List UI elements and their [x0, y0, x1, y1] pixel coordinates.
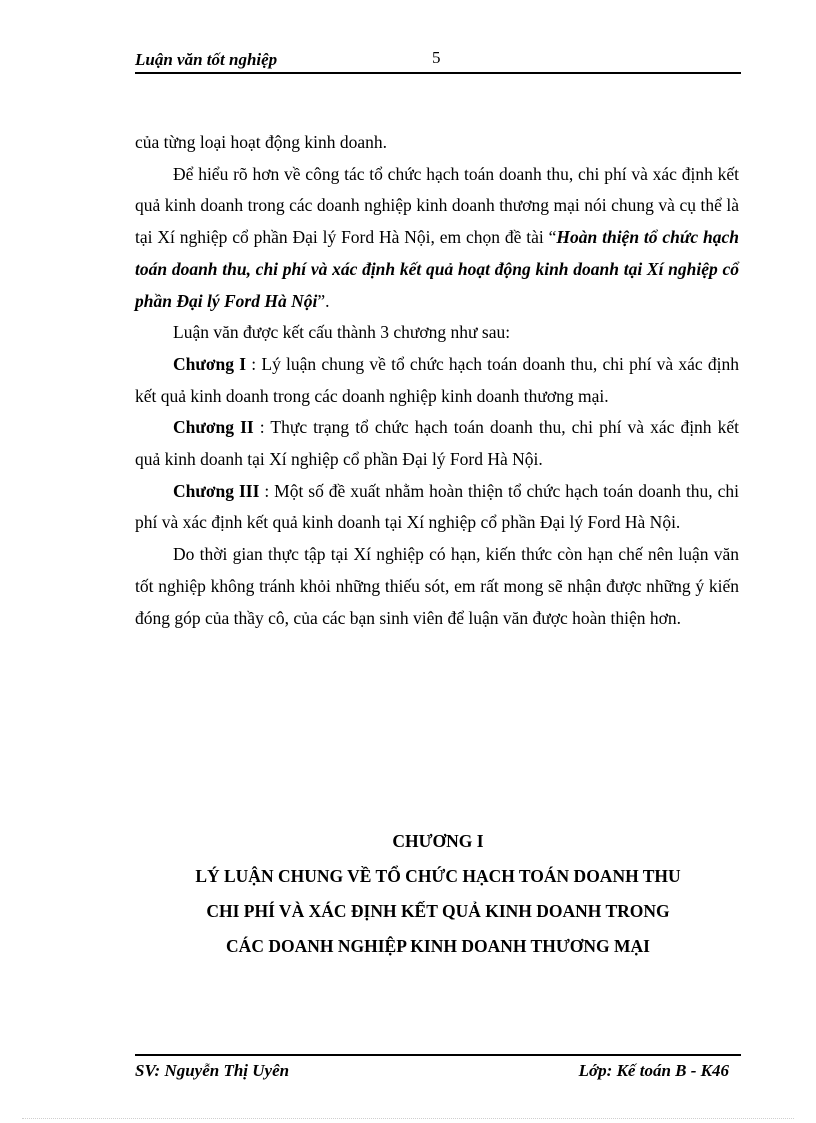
page-footer	[135, 1054, 741, 1084]
chapter-1-label: Chương I	[173, 353, 247, 374]
body-text	[135, 127, 739, 634]
chapter-title-line-3: CÁC DOANH NGHIỆP KINH DOANH THƯƠNG MẠI	[226, 936, 650, 956]
chapter-heading	[135, 824, 741, 964]
page-header	[135, 48, 741, 74]
header-title: Luận văn tốt nghiệp	[135, 50, 278, 69]
chapter-3-summary	[135, 476, 739, 539]
thesis-topic: Hoàn thiện tổ chức hạch toán doanh thu, chi phí và xác định kết quả hoạt động kinh doanh tại Xí nghiệp cổ phần Đại lý Ford Hà Nội	[135, 227, 739, 311]
topic-intro: Để hiểu rõ hơn về công tác tổ chức hạch toán doanh thu, chi phí và xác định kết quả kinh doanh trong các doanh nghiệp kinh doanh thương mại nói chung và cụ thể là tại Xí nghiệp cổ phần Đại lý Ford Hà Nội, em chọn đề tài “	[135, 163, 739, 248]
chapter-2-label: Chương II	[173, 417, 254, 438]
page-number: 5	[432, 48, 441, 67]
chapter-3-text: : Một số đề xuất nhằm hoàn thiện tổ chức hạch toán doanh thu, chi phí và xác định kết quả kinh doanh tại Xí nghiệp cổ phần Đại lý Ford Hà Nội.	[135, 480, 739, 533]
chapter-1-summary	[135, 349, 739, 412]
chapter-1-text: : Lý luận chung về tổ chức hạch toán doanh thu, chi phí và xác định kết quả kinh doanh trong các doanh nghiệp kinh doanh thương mại.	[135, 353, 739, 406]
chapter-number: CHƯƠNG I	[392, 831, 484, 851]
chapter-2-text: : Thực trạng tổ chức hạch toán doanh thu, chi phí và xác định kết quả kinh doanh tại Xí nghiệp cổ phần Đại lý Ford Hà Nội.	[135, 417, 739, 470]
footer-class: Lớp: Kế toán B - K46	[578, 1061, 729, 1080]
topic-close: ”.	[317, 290, 330, 311]
chapter-title-line-2: CHI PHÍ VÀ XÁC ĐỊNH KẾT QUẢ KINH DOANH TRONG	[206, 901, 670, 921]
page-edge-divider	[22, 1118, 794, 1119]
paragraph-topic	[135, 159, 739, 318]
chapter-title-line-1: LÝ LUẬN CHUNG VỀ TỔ CHỨC HẠCH TOÁN DOANH THU	[195, 866, 681, 886]
paragraph-closing: Do thời gian thực tập tại Xí nghiệp có hạn, kiến thức còn hạn chế nên luận văn tốt nghiệp không tránh khỏi những thiếu sót, em rất mong sẽ nhận được những ý kiến đóng góp của thầy cô, của các bạn sinh viên để luận văn được hoàn thiện hơn.	[135, 544, 739, 628]
footer-student: SV: Nguyễn Thị Uyên	[135, 1061, 290, 1080]
chapter-3-label: Chương III	[173, 480, 260, 501]
paragraph-continuation: của từng loại hoạt động kinh doanh.	[135, 132, 388, 152]
chapter-2-summary	[135, 412, 739, 475]
paragraph-structure: Luận văn được kết cấu thành 3 chương như sau:	[173, 322, 511, 343]
